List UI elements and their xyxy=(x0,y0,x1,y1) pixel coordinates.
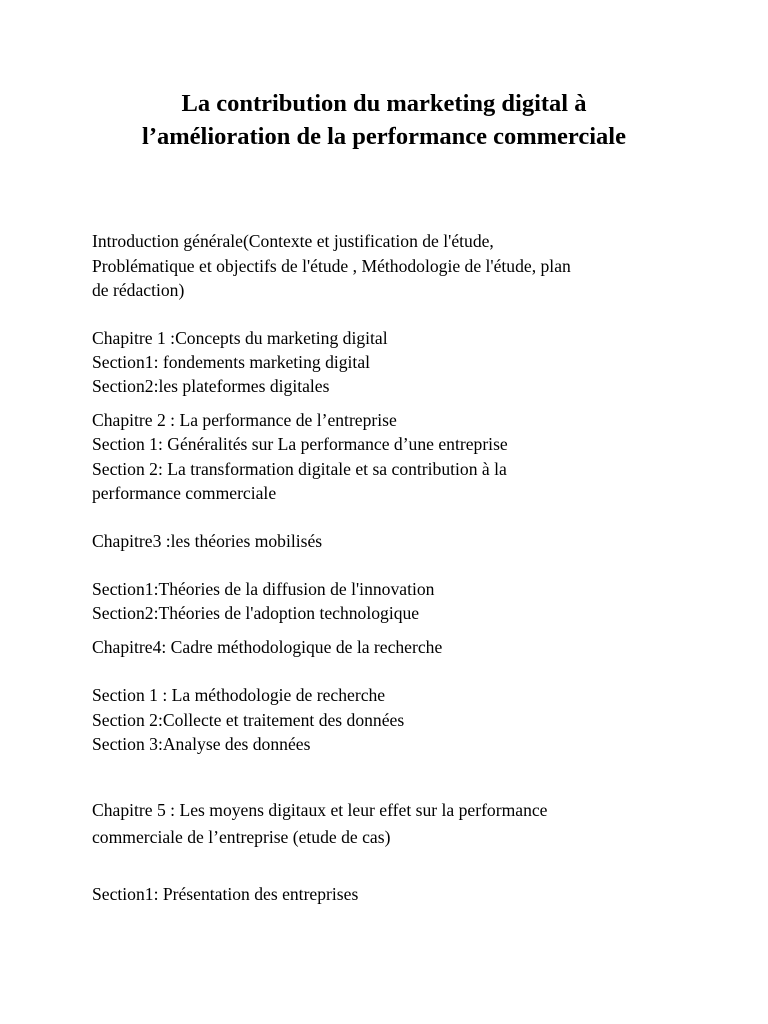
intro-line-1: Introduction générale(Contexte et justification de l'étude, xyxy=(92,231,494,251)
title-line-1: La contribution du marketing digital à xyxy=(181,90,587,117)
chapter-3-section-1: Section1:Théories de la diffusion de l'innovation xyxy=(92,579,435,599)
title-line-2: l’amélioration de la performance commerciale xyxy=(142,123,626,150)
chapter-2-section-1: Section 1: Généralités sur La performance d’une entreprise xyxy=(92,434,508,454)
chapter-4-section-3: Section 3:Analyse des données xyxy=(92,734,311,754)
chapter-2-section-2-cont: performance commerciale xyxy=(92,483,277,503)
chapter-1-section-2: Section2:les plateformes digitales xyxy=(92,376,330,396)
chapter-2-heading: Chapitre 2 : La performance de l’entreprise xyxy=(92,410,397,430)
chapter-2-section-2: Section 2: La transformation digitale et sa contribution à la xyxy=(92,459,507,479)
chapter-1-heading: Chapitre 1 :Concepts du marketing digital xyxy=(92,328,388,348)
chapter-5-section-1: Section1: Présentation des entreprises xyxy=(92,884,359,904)
intro-line-2: Problématique et objectifs de l'étude , Méthodologie de l'étude, plan xyxy=(92,256,571,276)
chapter-4-section-1: Section 1 : La méthodologie de recherche xyxy=(92,685,386,705)
chapter-4-section-2: Section 2:Collecte et traitement des données xyxy=(92,710,405,730)
chapter-1-section-1: Section1: fondements marketing digital xyxy=(92,352,371,372)
chapter-5-heading: Chapitre 5 : Les moyens digitaux et leur effet sur la performance xyxy=(92,800,548,820)
intro-line-3: de rédaction) xyxy=(92,280,185,300)
document-title xyxy=(0,87,768,153)
chapter-5-heading-cont: commerciale de l’entreprise (etude de cas) xyxy=(92,827,391,847)
chapter-3-section-2: Section2:Théories de l'adoption technologique xyxy=(92,603,420,623)
chapter-4-heading: Chapitre4: Cadre méthodologique de la recherche xyxy=(92,637,443,657)
chapter-3-heading: Chapitre3 :les théories mobilisés xyxy=(92,531,323,551)
